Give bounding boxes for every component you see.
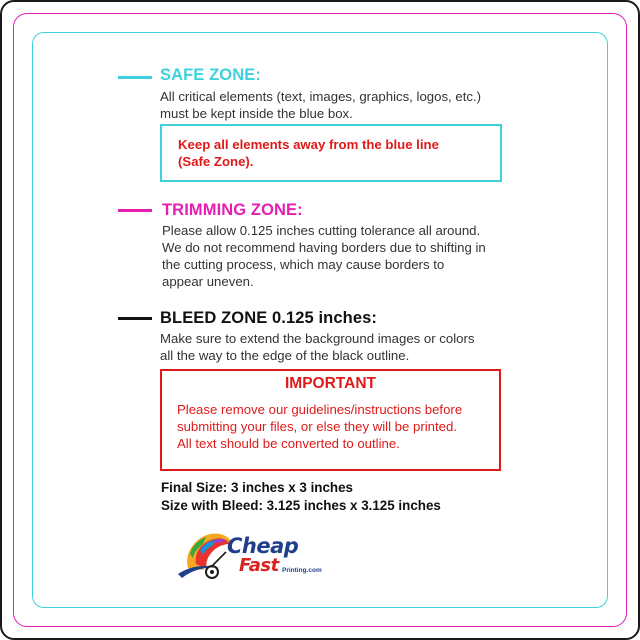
important-box xyxy=(160,369,501,471)
description-line: Make sure to extend the background images or colors xyxy=(160,331,475,346)
logo-word-printing: Printing.com xyxy=(282,567,322,574)
trimming-zone-heading: TRIMMING ZONE: xyxy=(162,201,303,219)
safe-zone-box-text xyxy=(178,136,488,170)
trimming-zone-description xyxy=(162,222,486,290)
trim-legend-line xyxy=(118,209,152,212)
important-title: IMPORTANT xyxy=(285,375,376,392)
bleed-zone-heading: BLEED ZONE 0.125 inches: xyxy=(160,309,377,327)
bleed-size-text: Size with Bleed: 3.125 inches x 3.125 inches xyxy=(161,498,441,513)
safe-legend-line xyxy=(118,76,152,79)
logo-word-cheap: Cheap xyxy=(227,534,299,558)
important-line: submitting your files, or else they will be printed. xyxy=(177,419,457,434)
important-line: All text should be converted to outline. xyxy=(177,436,400,451)
description-line: We do not recommend having borders due to shifting in xyxy=(162,240,486,255)
safe-zone-heading: SAFE ZONE: xyxy=(160,66,261,84)
company-logo xyxy=(176,524,326,588)
logo-word-fast: Fast xyxy=(239,555,279,576)
description-line: All critical elements (text, images, graphics, logos, etc.) xyxy=(160,89,482,104)
safe-zone-description xyxy=(160,88,481,122)
box-line: Keep all elements away from the blue line xyxy=(178,137,439,152)
description-line: must be kept inside the blue box. xyxy=(160,106,353,121)
description-line: the cutting process, which may cause borders to xyxy=(162,257,445,272)
description-line: appear uneven. xyxy=(162,274,254,289)
safe-zone-box xyxy=(160,124,502,182)
box-line: (Safe Zone). xyxy=(178,154,254,169)
final-size-text: Final Size: 3 inches x 3 inches xyxy=(161,480,354,495)
description-line: all the way to the edge of the black outline. xyxy=(160,348,410,363)
important-text xyxy=(177,401,492,452)
description-line: Please allow 0.125 inches cutting tolerance all around. xyxy=(162,223,481,238)
bleed-legend-line xyxy=(118,317,152,320)
important-line: Please remove our guidelines/instructions before xyxy=(177,402,463,417)
bleed-zone-description xyxy=(160,330,474,364)
